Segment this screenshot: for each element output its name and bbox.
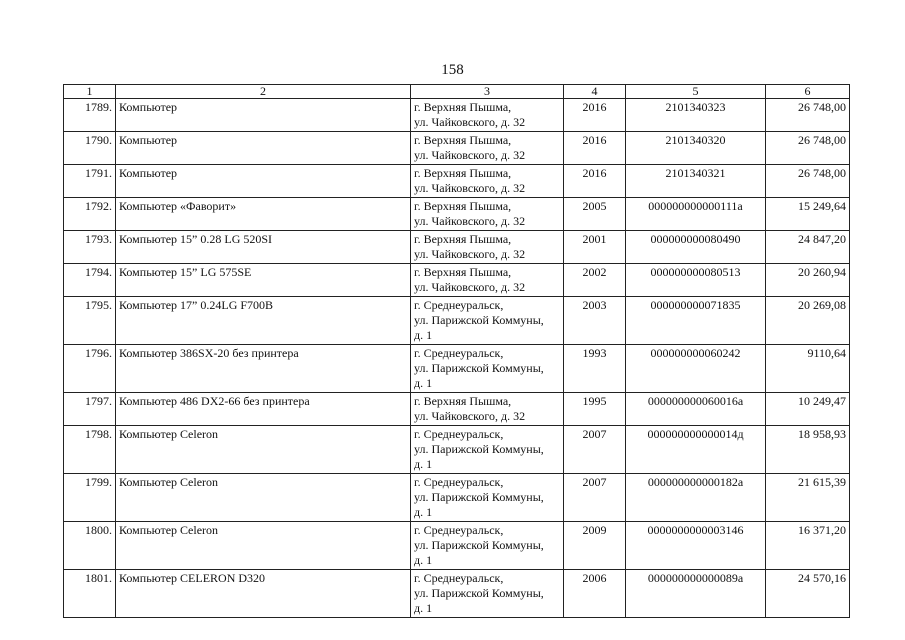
row-number-cell: 1800. [64,522,116,570]
row-number-cell: 1796. [64,345,116,393]
cost-cell: 24 847,20 [766,231,850,264]
table-row [64,231,850,264]
address-line: ул. Чайковского, д. 32 [414,409,526,423]
inventory-number-cell: 000000000000182а [626,474,766,522]
row-number-cell: 1795. [64,297,116,345]
address-cell [411,132,564,165]
inventory-number-cell: 000000000080490 [626,231,766,264]
address-cell [411,198,564,231]
address-line: ул. Парижской Коммуны, [414,361,544,375]
table-row [64,264,850,297]
row-number-cell: 1798. [64,426,116,474]
table-row [64,570,850,618]
inventory-number-cell: 000000000060016а [626,393,766,426]
address-line: г. Среднеуральск, [414,346,504,360]
year-cell: 2016 [564,99,626,132]
year-cell: 2007 [564,474,626,522]
year-cell: 2016 [564,132,626,165]
address-line: ул. Парижской Коммуны, [414,442,544,456]
column-header: 2 [116,85,411,99]
table-row [64,474,850,522]
page-number: 158 [441,62,464,78]
address-line: ул. Чайковского, д. 32 [414,148,526,162]
column-header: 3 [411,85,564,99]
address-cell [411,345,564,393]
item-name-cell: Компьютер 17” 0.24LG F700B [116,297,411,345]
item-name-cell: Компьютер 15” 0.28 LG 520SI [116,231,411,264]
table-row [64,393,850,426]
address-line: д. 1 [414,505,433,519]
column-header: 4 [564,85,626,99]
address-cell [411,231,564,264]
inventory-number-cell: 000000000071835 [626,297,766,345]
address-line: г. Верхняя Пышма, [414,100,512,114]
address-line: ул. Чайковского, д. 32 [414,115,526,129]
address-line: г. Среднеуральск, [414,475,504,489]
item-name-cell: Компьютер 15” LG 575SE [116,264,411,297]
inventory-number-cell: 000000000000014д [626,426,766,474]
cost-cell: 21 615,39 [766,474,850,522]
cost-cell: 20 269,08 [766,297,850,345]
inventory-number-cell: 000000000000089а [626,570,766,618]
row-number-cell: 1792. [64,198,116,231]
address-cell [411,165,564,198]
address-line: ул. Парижской Коммуны, [414,538,544,552]
header-row [64,85,850,99]
address-cell [411,570,564,618]
year-cell: 2009 [564,522,626,570]
year-cell: 2016 [564,165,626,198]
cost-cell: 20 260,94 [766,264,850,297]
column-header: 1 [64,85,116,99]
cost-cell: 18 958,93 [766,426,850,474]
address-line: ул. Чайковского, д. 32 [414,280,526,294]
inventory-number-cell: 000000000000111а [626,198,766,231]
property-register-table [63,84,850,618]
address-line: д. 1 [414,601,433,615]
row-number-cell: 1793. [64,231,116,264]
inventory-number-cell: 2101340323 [626,99,766,132]
address-line: д. 1 [414,553,433,567]
item-name-cell: Компьютер Celeron [116,474,411,522]
cost-cell: 9110,64 [766,345,850,393]
item-name-cell: Компьютер 386SX-20 без принтера [116,345,411,393]
address-line: г. Среднеуральск, [414,298,504,312]
address-line: ул. Парижской Коммуны, [414,586,544,600]
row-number-cell: 1797. [64,393,116,426]
address-line: ул. Чайковского, д. 32 [414,247,526,261]
year-cell: 2003 [564,297,626,345]
address-cell [411,99,564,132]
table-row [64,132,850,165]
address-line: г. Верхняя Пышма, [414,232,512,246]
item-name-cell: Компьютер [116,132,411,165]
address-line: д. 1 [414,457,433,471]
row-number-cell: 1801. [64,570,116,618]
address-line: г. Верхняя Пышма, [414,133,512,147]
column-header: 5 [626,85,766,99]
address-line: ул. Чайковского, д. 32 [414,214,526,228]
address-cell [411,264,564,297]
address-cell [411,393,564,426]
row-number-cell: 1799. [64,474,116,522]
address-line: г. Верхняя Пышма, [414,265,512,279]
address-line: г. Верхняя Пышма, [414,166,512,180]
address-line: д. 1 [414,376,433,390]
cost-cell: 15 249,64 [766,198,850,231]
table-row [64,426,850,474]
year-cell: 1993 [564,345,626,393]
address-cell [411,297,564,345]
address-line: г. Среднеуральск, [414,523,504,537]
inventory-number-cell: 2101340321 [626,165,766,198]
table-row [64,522,850,570]
table-row [64,297,850,345]
address-line: ул. Парижской Коммуны, [414,313,544,327]
row-number-cell: 1791. [64,165,116,198]
item-name-cell: Компьютер Celeron [116,522,411,570]
inventory-number-cell: 2101340320 [626,132,766,165]
cost-cell: 26 748,00 [766,165,850,198]
year-cell: 2007 [564,426,626,474]
row-number-cell: 1789. [64,99,116,132]
table-row [64,198,850,231]
year-cell: 2002 [564,264,626,297]
table-row [64,165,850,198]
table-row [64,99,850,132]
column-header: 6 [766,85,850,99]
item-name-cell: Компьютер Celeron [116,426,411,474]
row-number-cell: 1790. [64,132,116,165]
cost-cell: 24 570,16 [766,570,850,618]
year-cell: 1995 [564,393,626,426]
address-line: ул. Парижской Коммуны, [414,490,544,504]
cost-cell: 26 748,00 [766,132,850,165]
cost-cell: 16 371,20 [766,522,850,570]
address-cell [411,474,564,522]
address-line: г. Верхняя Пышма, [414,394,512,408]
address-line: г. Среднеуральск, [414,427,504,441]
year-cell: 2001 [564,231,626,264]
inventory-number-cell: 000000000060242 [626,345,766,393]
inventory-number-cell: 0000000000003146 [626,522,766,570]
address-line: ул. Чайковского, д. 32 [414,181,526,195]
year-cell: 2006 [564,570,626,618]
row-number-cell: 1794. [64,264,116,297]
cost-cell: 26 748,00 [766,99,850,132]
item-name-cell: Компьютер [116,165,411,198]
address-cell [411,426,564,474]
item-name-cell: Компьютер 486 DX2-66 без принтера [116,393,411,426]
inventory-number-cell: 000000000080513 [626,264,766,297]
address-line: д. 1 [414,328,433,342]
table-body [64,99,850,618]
cost-cell: 10 249,47 [766,393,850,426]
item-name-cell: Компьютер CELERON D320 [116,570,411,618]
address-line: г. Среднеуральск, [414,571,504,585]
address-line: г. Верхняя Пышма, [414,199,512,213]
item-name-cell: Компьютер [116,99,411,132]
table-row [64,345,850,393]
address-cell [411,522,564,570]
item-name-cell: Компьютер «Фаворит» [116,198,411,231]
year-cell: 2005 [564,198,626,231]
